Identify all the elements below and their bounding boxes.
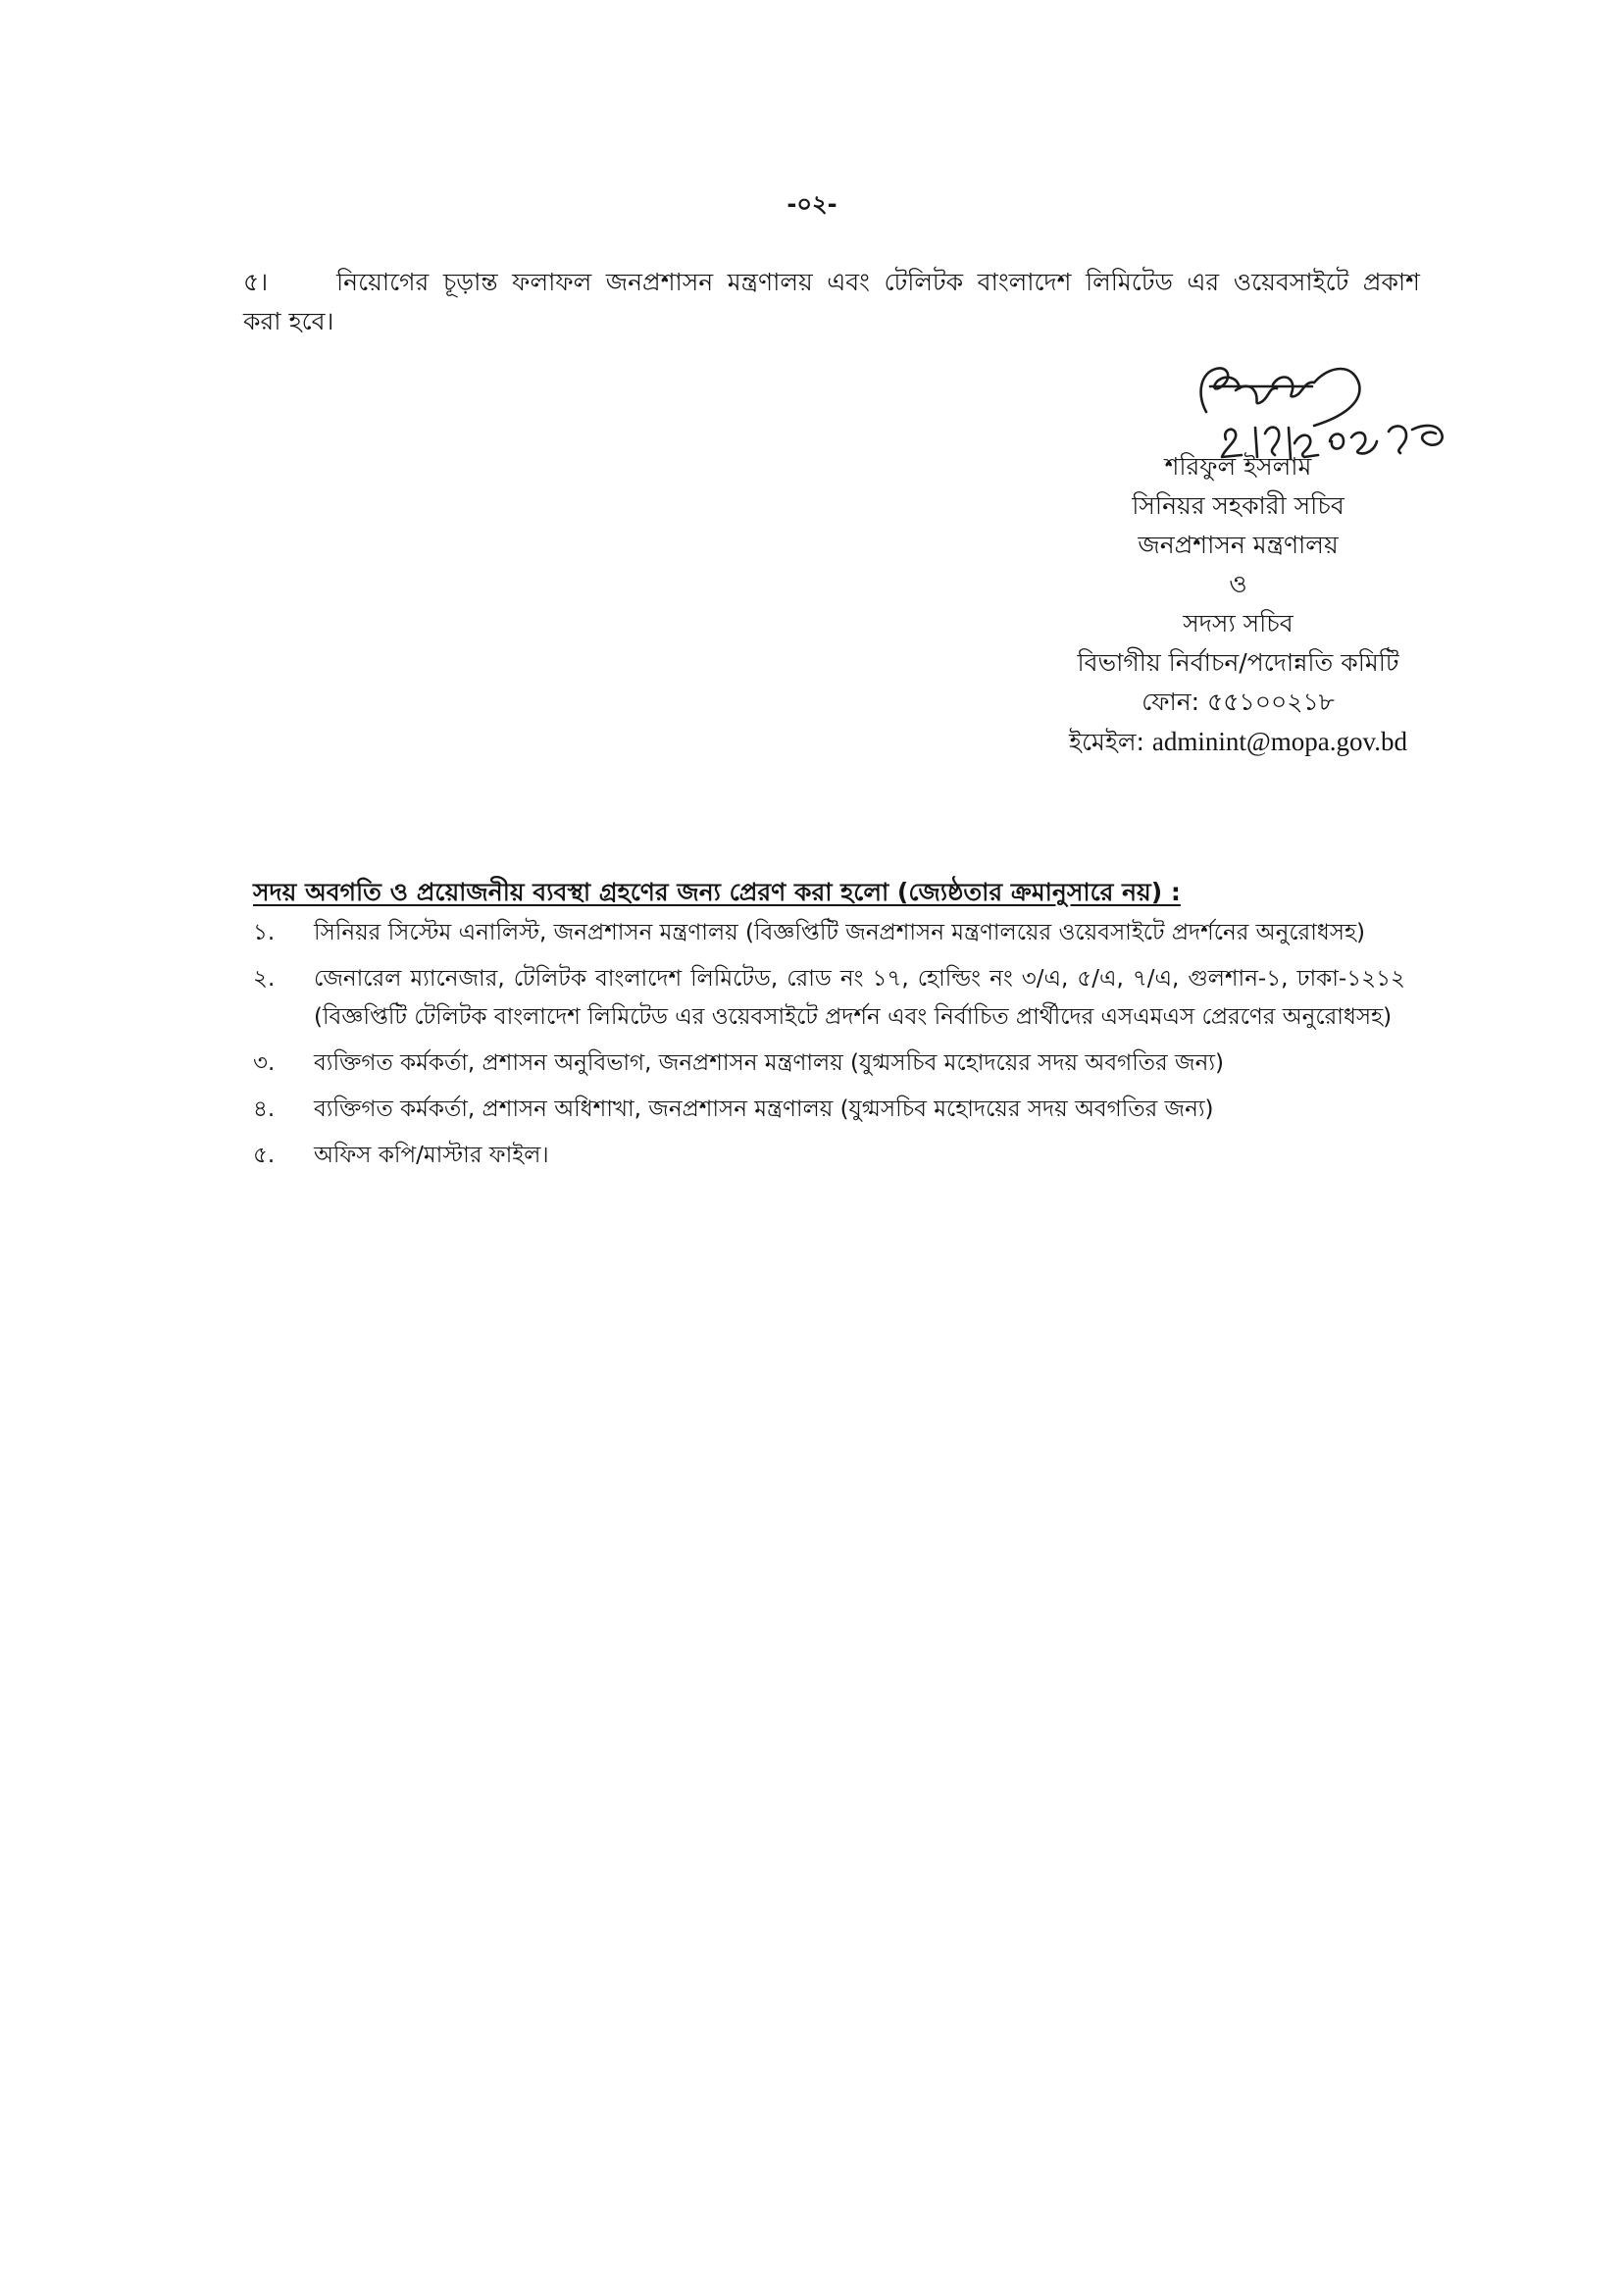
signatory-phone: ফোন: ৫৫১০০২১৮ <box>1142 688 1335 716</box>
paragraph-word: এবং <box>827 268 870 296</box>
paragraph-line-2: করা হবে। <box>243 307 334 335</box>
signatory-designation: সিনিয়র সহকারী সচিব <box>1132 491 1345 520</box>
list-item <box>253 1137 1405 1175</box>
email-label: ইমেইল: <box>1068 728 1144 756</box>
list-item-number: ৪. <box>253 1096 276 1122</box>
paragraph-word: মন্ত্রণালয় <box>727 268 813 296</box>
signatory-name: শরিফুল ইসলাম <box>1164 452 1312 481</box>
signatory-block <box>1020 447 1456 762</box>
list-item <box>253 914 1405 952</box>
signatory-ministry: জনপ্রশাসন মন্ত্রণালয় <box>1138 531 1339 559</box>
list-item-text: জেনারেল ম্যানেজার, টেলিটক বাংলাদেশ লিমিটেড, রোড নং ১৭, হোল্ডিং নং ৩/এ, ৫/এ, ৭/এ, গুলশান-১, ঢাকা-১২১২ (বিজ্ঞপ্তিটি টেলিটক বাংলাদেশ লিমিটেড এর ওয়েবসাইটে প্রদর্শন এবং নির্বাচিত প্রার্থীদের এসএমএস প্রেরণের অনুরোধসহ) <box>314 966 1405 1030</box>
paragraph-word: ফলাফল <box>512 268 592 296</box>
list-item-text: সিনিয়র সিস্টেম এনালিস্ট, জনপ্রশাসন মন্ত্রণালয় (বিজ্ঞপ্তিটি জনপ্রশাসন মন্ত্রণালয়ের ওয়েবসাইটে প্রদর্শনের অনুরোধসহ) <box>314 920 1366 945</box>
distribution-list <box>253 914 1405 1183</box>
email-address: adminint@mopa.gov.bd <box>1151 727 1408 756</box>
list-item-number: ২. <box>253 966 276 992</box>
paragraph-word: লিমিটেড <box>1085 268 1173 296</box>
paragraph-word: টেলিটক <box>884 268 964 296</box>
paragraph-line-1 <box>243 263 1420 302</box>
signatory-conjunction: ও <box>1229 570 1247 598</box>
list-item <box>253 1045 1405 1083</box>
paragraph-word: নিয়োগের <box>336 268 430 296</box>
paragraph-word: ওয়েবসাইটে <box>1233 268 1349 296</box>
page-number: -০২- <box>787 190 837 218</box>
list-item <box>253 960 1405 1037</box>
list-item-text: ব্যক্তিগত কর্মকর্তা, প্রশাসন অনুবিভাগ, জনপ্রশাসন মন্ত্রণালয় (যুগ্মসচিব মহোদয়ের সদয় অবগতির জন্য) <box>314 1050 1224 1076</box>
paragraph-number: ৫। <box>243 268 269 296</box>
distribution-heading: সদয় অবগতি ও প্রয়োজনীয় ব্যবস্থা গ্রহণের জন্য প্রেরণ করা হলো (জ্যেষ্ঠতার ক্রমানুসারে নয়) : <box>253 878 1181 906</box>
paragraph-word: প্রকাশ <box>1362 268 1420 296</box>
list-item-text: অফিস কপি/মাস্টার ফাইল। <box>314 1143 549 1168</box>
list-item <box>253 1091 1405 1129</box>
list-item-number: ১. <box>253 920 276 945</box>
paragraph-word: চূড়ান্ত <box>442 268 498 296</box>
list-item-text: ব্যক্তিগত কর্মকর্তা, প্রশাসন অধিশাখা, জনপ্রশাসন মন্ত্রণালয় (যুগ্মসচিব মহোদয়ের সদয় অবগতির জন্য) <box>314 1096 1214 1122</box>
list-item-number: ৫. <box>253 1143 276 1168</box>
signatory-email-line <box>1020 722 1456 762</box>
paragraph-word: জনপ্রশাসন <box>605 268 714 296</box>
signatory-role: সদস্য সচিব <box>1183 609 1294 637</box>
result-publication-paragraph <box>243 263 1420 341</box>
list-item-number: ৩. <box>253 1050 276 1076</box>
paragraph-word: এর <box>1187 268 1220 296</box>
signatory-committee: বিভাগীয় নির্বাচন/পদোন্নতি কমিটি <box>1077 648 1399 677</box>
paragraph-word: বাংলাদেশ <box>977 268 1072 296</box>
